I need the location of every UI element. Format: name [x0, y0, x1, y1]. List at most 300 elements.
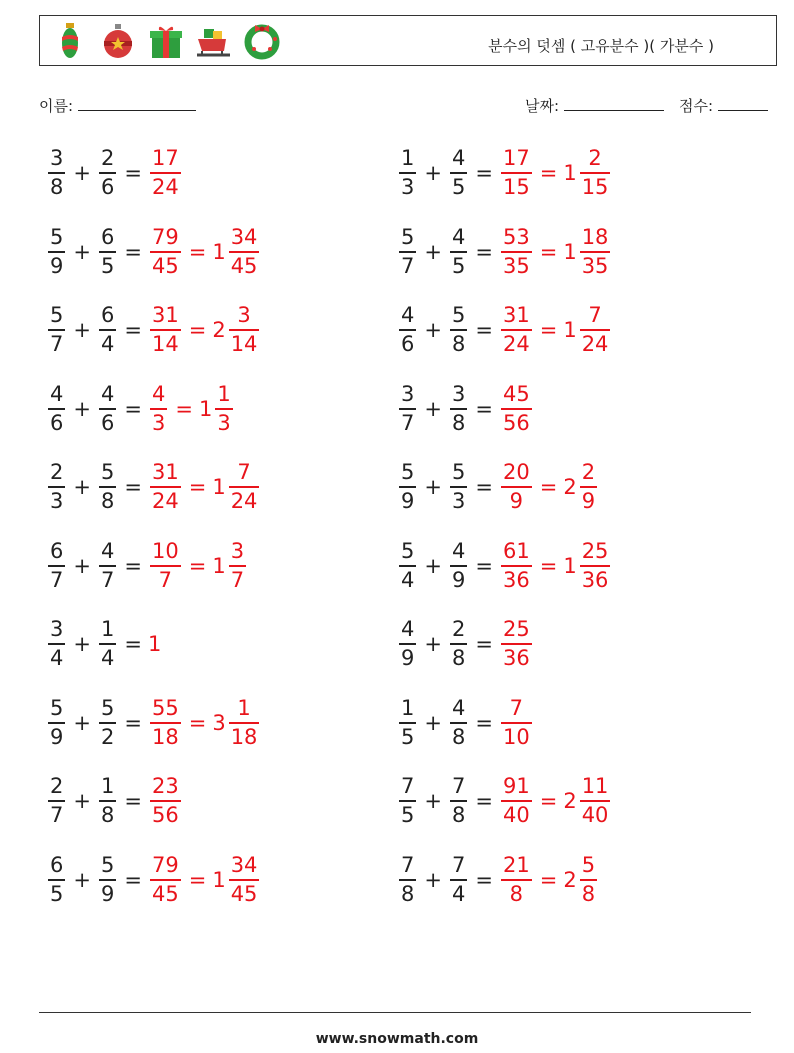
answer-equals-sign: =: [188, 239, 207, 264]
denominator: 24: [150, 486, 181, 512]
addend-fraction: [99, 305, 116, 355]
numerator: 1: [237, 695, 251, 720]
addend-fraction: [48, 619, 65, 669]
numerator: 6: [50, 852, 64, 877]
answer: [148, 224, 261, 278]
denominator: 9: [99, 879, 116, 905]
problem-item: [397, 534, 612, 598]
addend-fraction: [450, 224, 467, 278]
plus-sign: +: [73, 789, 91, 813]
mixed-fraction: [215, 381, 232, 435]
numerator: 61: [502, 538, 530, 563]
problem-item: [46, 534, 248, 598]
numerator: 4: [401, 617, 415, 641]
equals-sign: =: [475, 789, 493, 813]
worksheet-header: [39, 15, 777, 66]
addend-fraction: [99, 381, 116, 435]
denominator: 7: [48, 329, 65, 355]
problem-item: [397, 691, 534, 755]
denominator: 5: [399, 800, 416, 826]
denominator: 45: [229, 879, 260, 905]
plus-sign: +: [424, 710, 442, 735]
score-label: 점수:: [679, 97, 714, 115]
addend-fraction: [48, 538, 65, 592]
numerator: 25: [502, 617, 530, 641]
addend-fraction: [48, 381, 65, 435]
numerator: 34: [230, 852, 258, 877]
answer: [499, 776, 612, 826]
answer: [148, 381, 235, 435]
answer-fraction: [501, 695, 532, 749]
addend-fraction: [450, 148, 467, 198]
addend-fraction: [399, 538, 416, 592]
numerator: 3: [230, 538, 245, 563]
mixed-fraction: [580, 462, 597, 512]
denominator: 56: [150, 800, 181, 826]
answer-whole: 1: [147, 632, 162, 656]
addend-fraction: [99, 776, 116, 826]
plus-sign: +: [424, 239, 442, 264]
bauble-icon: [98, 21, 138, 61]
problem-item: [46, 377, 235, 441]
mixed-whole: 2: [212, 318, 226, 342]
denominator: 40: [501, 800, 532, 826]
numerator: 5: [451, 460, 466, 484]
numerator: 3: [50, 617, 64, 641]
denominator: 18: [229, 722, 260, 748]
answer-fraction: [150, 305, 181, 355]
denominator: 24: [150, 172, 181, 198]
numerator: 5: [581, 852, 596, 877]
denominator: 4: [450, 879, 467, 905]
problem-item: [397, 220, 612, 284]
answer: [148, 462, 261, 512]
answer-equals-sign: =: [188, 710, 207, 735]
numerator: 18: [581, 224, 609, 249]
equals-sign: =: [124, 318, 142, 342]
numerator: 34: [230, 224, 258, 249]
numerator: 20: [502, 460, 530, 484]
answer-fraction: [501, 305, 532, 355]
denominator: 6: [399, 329, 416, 355]
addend-fraction: [399, 695, 416, 749]
denominator: 9: [450, 565, 467, 591]
name-label: 이름:: [39, 97, 74, 115]
footer-url: www.snowmath.com: [315, 1031, 479, 1047]
numerator: 2: [100, 146, 115, 170]
plus-sign: +: [73, 396, 91, 421]
addend-fraction: [99, 148, 116, 198]
denominator: 4: [48, 643, 65, 669]
numerator: 4: [100, 538, 115, 563]
equals-sign: =: [475, 396, 493, 421]
answer-fraction: [150, 538, 181, 592]
denominator: 4: [99, 643, 116, 669]
equals-sign: =: [124, 632, 142, 656]
denominator: 35: [501, 251, 532, 277]
denominator: 7: [48, 565, 65, 591]
numerator: 4: [451, 695, 466, 720]
addend-fraction: [48, 695, 65, 749]
plus-sign: +: [424, 553, 442, 578]
problem-item: [397, 769, 612, 833]
denominator: 14: [150, 329, 181, 355]
icon-strip: [50, 20, 282, 62]
numerator: 1: [100, 774, 115, 798]
equals-sign: =: [475, 553, 493, 578]
denominator: 8: [99, 800, 116, 826]
answer-equals-sign: =: [539, 161, 558, 185]
denominator: 14: [229, 329, 260, 355]
answer: [499, 852, 599, 906]
numerator: 7: [237, 460, 251, 484]
denominator: 7: [399, 251, 416, 277]
plus-sign: +: [73, 161, 91, 185]
numerator: 17: [151, 146, 179, 170]
numerator: 21: [502, 852, 530, 877]
numerator: 3: [451, 381, 466, 406]
numerator: 17: [502, 146, 530, 170]
denominator: 7: [150, 565, 181, 591]
mixed-fraction: [580, 305, 611, 355]
addend-fraction: [399, 148, 416, 198]
plus-sign: +: [73, 475, 91, 499]
numerator: 1: [217, 381, 231, 406]
mixed-whole: 1: [212, 867, 226, 892]
denominator: 8: [450, 643, 467, 669]
numerator: 2: [581, 460, 596, 484]
equals-sign: =: [475, 475, 493, 499]
denominator: 6: [99, 172, 116, 198]
denominator: 40: [580, 800, 611, 826]
answer: [148, 632, 161, 656]
addend-fraction: [450, 381, 467, 435]
equals-sign: =: [124, 867, 142, 892]
problem-item: [46, 141, 183, 205]
answer-fraction: [501, 776, 532, 826]
mixed-whole: 1: [563, 239, 577, 264]
numerator: 6: [100, 224, 115, 249]
plus-sign: +: [424, 632, 442, 656]
numerator: 5: [50, 695, 64, 720]
equals-sign: =: [475, 867, 493, 892]
denominator: 8: [99, 486, 116, 512]
denominator: 36: [501, 643, 532, 669]
mixed-fraction: [580, 852, 597, 906]
numerator: 5: [100, 460, 115, 484]
answer-fraction: [150, 852, 181, 906]
numerator: 4: [50, 381, 64, 406]
numerator: 5: [401, 224, 415, 249]
denominator: 3: [215, 408, 232, 434]
denominator: 36: [580, 565, 611, 591]
equals-sign: =: [124, 789, 142, 813]
answer-equals-sign: =: [539, 867, 558, 892]
addend-fraction: [99, 695, 116, 749]
answer-fraction: [501, 381, 532, 435]
plus-sign: +: [73, 710, 91, 735]
addend-fraction: [99, 224, 116, 278]
denominator: 18: [150, 722, 181, 748]
name-field: [39, 95, 196, 116]
answer-equals-sign: =: [539, 553, 558, 578]
numerator: 7: [451, 774, 466, 798]
answer: [499, 305, 612, 355]
equals-sign: =: [124, 396, 142, 421]
equals-sign: =: [475, 318, 493, 342]
numerator: 4: [451, 538, 466, 563]
denominator: 5: [48, 879, 65, 905]
numerator: 31: [151, 303, 179, 327]
answer-equals-sign: =: [539, 239, 558, 264]
numerator: 1: [100, 617, 115, 641]
denominator: 8: [580, 879, 597, 905]
mixed-fraction: [229, 305, 260, 355]
mixed-whole: 2: [563, 789, 577, 813]
answer: [499, 538, 612, 592]
denominator: 5: [99, 251, 116, 277]
plus-sign: +: [73, 553, 91, 578]
date-blank: [564, 96, 664, 111]
plus-sign: +: [424, 318, 442, 342]
mixed-whole: 1: [212, 239, 226, 264]
answer-fraction: [150, 148, 181, 198]
answer: [148, 695, 261, 749]
denominator: 7: [99, 565, 116, 591]
denominator: 45: [150, 251, 181, 277]
problem-item: [46, 298, 261, 362]
denominator: 15: [501, 172, 532, 198]
numerator: 4: [451, 224, 466, 249]
mixed-whole: 1: [198, 396, 213, 421]
plus-sign: +: [73, 632, 91, 656]
addend-fraction: [399, 462, 416, 512]
problem-item: [397, 848, 599, 912]
denominator: 9: [399, 486, 416, 512]
addend-fraction: [48, 305, 65, 355]
name-blank: [78, 96, 196, 111]
denominator: 24: [229, 486, 260, 512]
denominator: 7: [399, 408, 416, 434]
numerator: 6: [100, 303, 115, 327]
answer-equals-sign: =: [188, 475, 207, 499]
addend-fraction: [399, 852, 416, 906]
numerator: 4: [451, 146, 466, 170]
problem-item: [46, 769, 183, 833]
equals-sign: =: [124, 239, 142, 264]
addend-fraction: [450, 776, 467, 826]
mixed-fraction: [229, 224, 260, 278]
denominator: 10: [501, 722, 532, 748]
addend-fraction: [48, 776, 65, 826]
numerator: 55: [151, 695, 179, 720]
equals-sign: =: [475, 161, 493, 185]
denominator: 9: [580, 486, 597, 512]
denominator: 8: [450, 329, 467, 355]
problem-item: [397, 455, 599, 519]
date-field: [525, 95, 664, 116]
numerator: 31: [502, 303, 530, 327]
denominator: 8: [450, 408, 467, 434]
mixed-fraction: [580, 776, 611, 826]
numerator: 4: [401, 303, 415, 327]
problem-item: [397, 298, 612, 362]
numerator: 10: [151, 538, 179, 563]
denominator: 3: [150, 408, 167, 434]
numerator: 79: [151, 852, 179, 877]
numerator: 11: [581, 774, 609, 798]
numerator: 31: [151, 460, 179, 484]
addend-fraction: [399, 381, 416, 435]
mixed-fraction: [229, 852, 260, 906]
answer-equals-sign: =: [175, 396, 193, 421]
plus-sign: +: [73, 318, 91, 342]
score-field: [679, 95, 768, 116]
plus-sign: +: [424, 161, 442, 185]
mixed-whole: 1: [563, 553, 577, 578]
answer: [148, 538, 248, 592]
addend-fraction: [399, 305, 416, 355]
numerator: 2: [451, 617, 466, 641]
problem-item: [397, 612, 534, 676]
denominator: 4: [99, 329, 116, 355]
sleigh-icon: [194, 21, 234, 61]
answer-fraction: [150, 224, 181, 278]
mixed-whole: 2: [563, 475, 577, 499]
addend-fraction: [399, 619, 416, 669]
answer: [499, 148, 612, 198]
equals-sign: =: [475, 710, 493, 735]
denominator: 3: [399, 172, 416, 198]
denominator: 8: [450, 722, 467, 748]
numerator: 7: [401, 852, 415, 877]
equals-sign: =: [124, 475, 142, 499]
equals-sign: =: [124, 710, 142, 735]
worksheet-title: 분수의 덧셈 ( 고유분수 )( 가분수 ): [488, 37, 714, 55]
numerator: 2: [588, 146, 602, 170]
plus-sign: +: [73, 239, 91, 264]
numerator: 7: [588, 303, 602, 327]
date-label: 날짜:: [525, 97, 560, 115]
answer: [148, 305, 261, 355]
denominator: 8: [501, 879, 532, 905]
addend-fraction: [450, 852, 467, 906]
wreath-icon: [242, 21, 282, 61]
numerator: 1: [401, 695, 415, 720]
footer-divider: [39, 1012, 751, 1013]
mixed-fraction: [229, 538, 246, 592]
plus-sign: +: [424, 475, 442, 499]
denominator: 7: [229, 565, 246, 591]
problem-item: [397, 377, 534, 441]
addend-fraction: [48, 148, 65, 198]
numerator: 2: [50, 774, 64, 798]
numerator: 7: [401, 774, 415, 798]
denominator: 2: [99, 722, 116, 748]
answer-fraction: [501, 852, 532, 906]
denominator: 3: [450, 486, 467, 512]
answer-fraction: [150, 381, 167, 435]
numerator: 5: [50, 224, 64, 249]
addend-fraction: [450, 462, 467, 512]
denominator: 45: [229, 251, 260, 277]
numerator: 23: [151, 774, 179, 798]
numerator: 5: [50, 303, 64, 327]
mixed-whole: 1: [563, 318, 577, 342]
denominator: 5: [450, 251, 467, 277]
denominator: 36: [501, 565, 532, 591]
problem-item: [397, 141, 612, 205]
answer-fraction: [150, 462, 181, 512]
denominator: 56: [501, 408, 532, 434]
numerator: 3: [50, 146, 64, 170]
answer-fraction: [501, 538, 532, 592]
numerator: 5: [401, 538, 415, 563]
denominator: 24: [580, 329, 611, 355]
plus-sign: +: [424, 867, 442, 892]
numerator: 1: [401, 146, 415, 170]
plus-sign: +: [424, 396, 442, 421]
answer: [148, 776, 183, 826]
numerator: 5: [401, 460, 415, 484]
denominator: 3: [48, 486, 65, 512]
addend-fraction: [99, 462, 116, 512]
addend-fraction: [450, 538, 467, 592]
numerator: 79: [151, 224, 179, 249]
answer-fraction: [501, 148, 532, 198]
denominator: 8: [399, 879, 416, 905]
numerator: 25: [581, 538, 609, 563]
mixed-whole: 3: [212, 710, 226, 735]
answer-equals-sign: =: [188, 318, 207, 342]
denominator: 24: [501, 329, 532, 355]
ornament-icon: [50, 21, 90, 61]
problem-item: [46, 220, 261, 284]
problem-item: [46, 612, 161, 676]
answer-fraction: [150, 776, 181, 826]
mixed-fraction: [580, 148, 611, 198]
denominator: 15: [580, 172, 611, 198]
addend-fraction: [399, 776, 416, 826]
denominator: 6: [48, 408, 65, 434]
addend-fraction: [450, 619, 467, 669]
numerator: 3: [237, 303, 251, 327]
numerator: 5: [451, 303, 466, 327]
denominator: 9: [399, 643, 416, 669]
answer: [499, 462, 599, 512]
answer: [499, 619, 534, 669]
numerator: 4: [100, 381, 115, 406]
problem-item: [46, 848, 261, 912]
answer-fraction: [501, 462, 532, 512]
answer-equals-sign: =: [539, 789, 558, 813]
denominator: 8: [450, 800, 467, 826]
denominator: 5: [399, 722, 416, 748]
mixed-fraction: [229, 695, 260, 749]
numerator: 6: [50, 538, 64, 563]
answer-fraction: [501, 619, 532, 669]
denominator: 9: [48, 722, 65, 748]
denominator: 8: [48, 172, 65, 198]
denominator: 9: [48, 251, 65, 277]
answer-equals-sign: =: [539, 475, 558, 499]
numerator: 5: [100, 852, 115, 877]
numerator: 4: [151, 381, 166, 406]
addend-fraction: [48, 224, 65, 278]
addend-fraction: [99, 852, 116, 906]
addend-fraction: [48, 462, 65, 512]
mixed-whole: 1: [212, 553, 226, 578]
